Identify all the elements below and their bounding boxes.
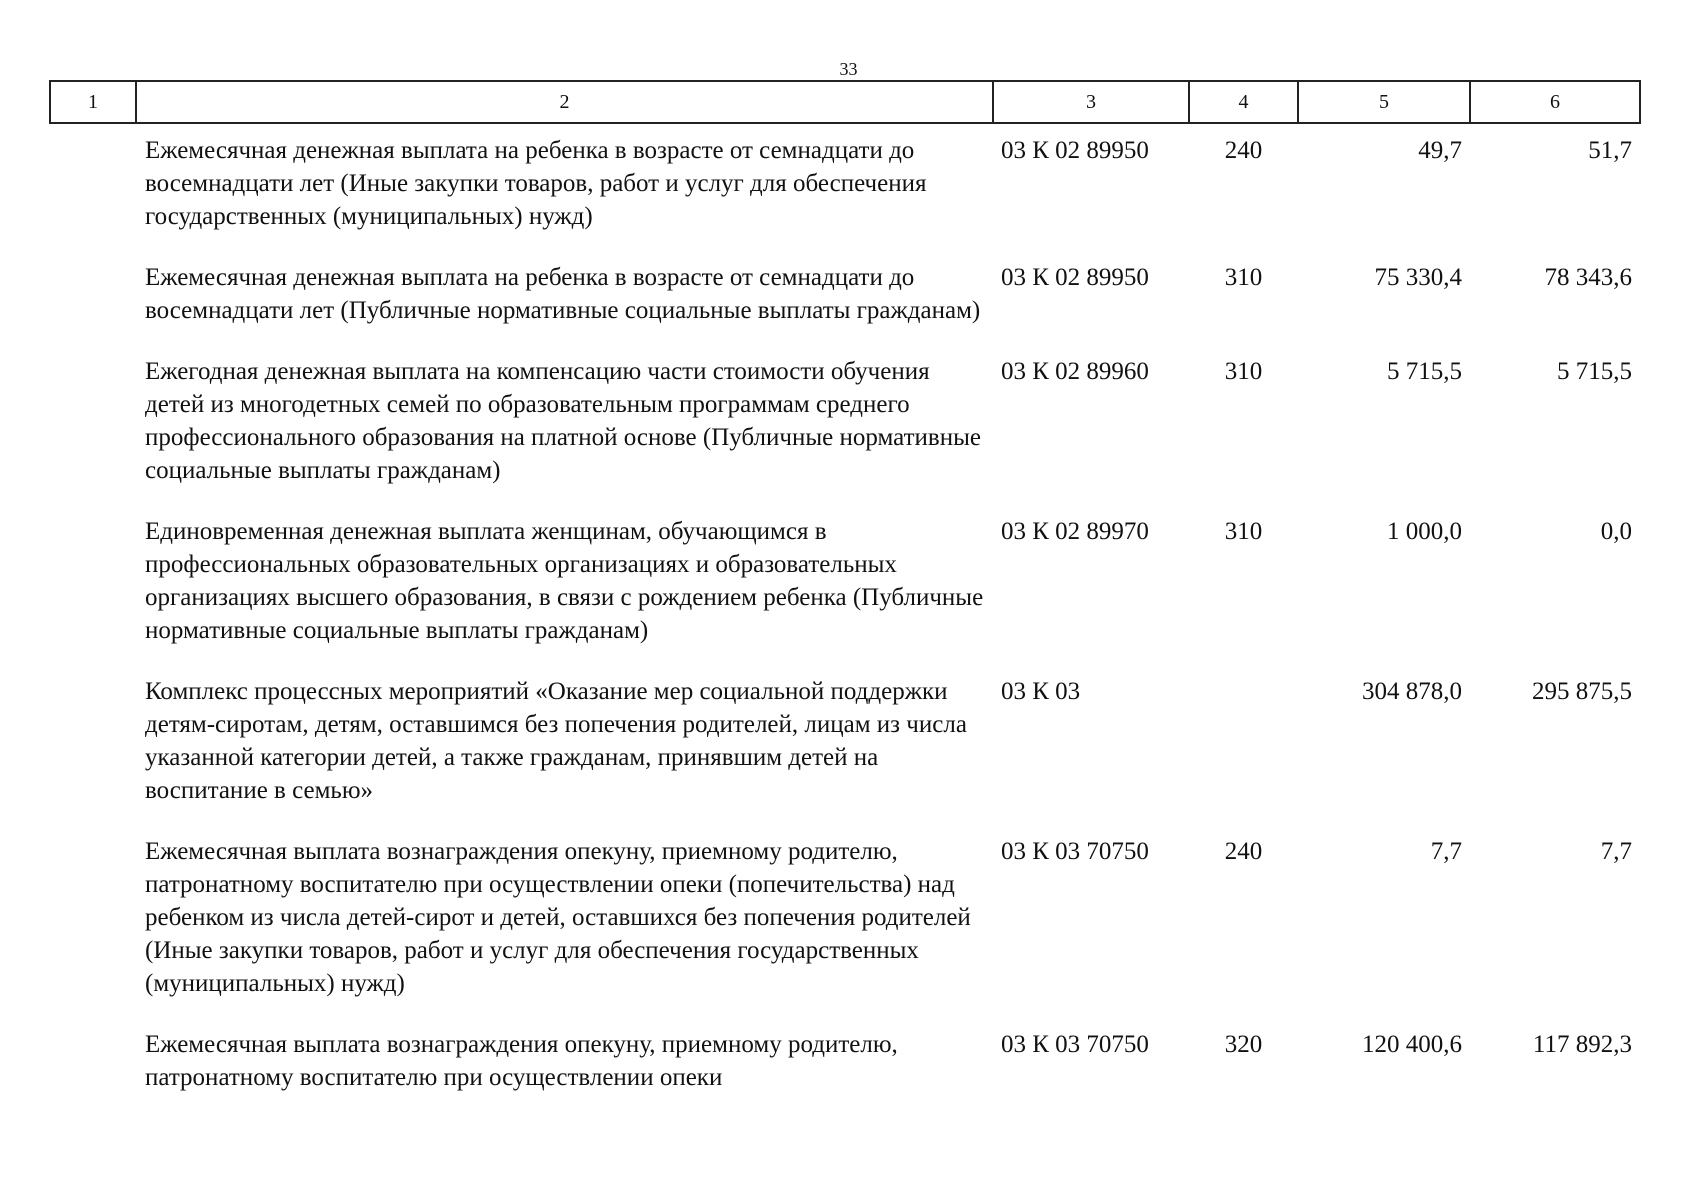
expense-name: Ежемесячная денежная выплата на ребенка в возрасте от семнадцати до восемнадцати лет (Иные закупки товаров, работ и услуг для обеспечения государственных (муниципальных) нужд) (145, 137, 927, 230)
table-row (50, 247, 1640, 341)
table-body (50, 123, 1640, 1108)
row-index-cell (50, 821, 136, 1014)
row-index-cell (50, 501, 136, 661)
target-article-code: 03 К 03 (1001, 678, 1081, 705)
expense-name: Ежемесячная денежная выплата на ребенка в возрасте от семнадцати до восемнадцати лет (Публичные нормативные социальные выплаты гражданам) (145, 264, 981, 324)
amount-column-5: 5 715,5 (1387, 358, 1462, 385)
amount-column-5: 75 330,4 (1374, 264, 1462, 291)
expense-name: Ежемесячная выплата вознаграждения опекуну, приемному родителю, патронатному воспитателю при осуществлении опеки (145, 1031, 898, 1091)
target-article-code: 03 К 02 89960 (1001, 358, 1149, 385)
target-article-code: 03 К 02 89950 (1001, 264, 1149, 291)
expense-name: Комплекс процессных мероприятий «Оказание мер социальной поддержки детям-сиротам, детям, оставшимся без попечения родителей, лицам из числа указанной категории детей, а также гражданам, принявшим детей на воспитание в семью» (145, 678, 967, 804)
column-header-5: 5 (1298, 81, 1470, 123)
amount-column-6: 0,0 (1600, 518, 1632, 545)
header-row (50, 81, 1640, 123)
table-header (50, 81, 1640, 123)
table-row (50, 123, 1640, 247)
budget-table (49, 80, 1641, 1108)
amount-column-5: 304 878,0 (1362, 678, 1462, 705)
amount-column-6: 51,7 (1588, 137, 1632, 164)
amount-column-6: 117 892,3 (1532, 1031, 1632, 1058)
amount-column-6: 295 875,5 (1532, 678, 1632, 705)
amount-column-5: 120 400,6 (1362, 1031, 1462, 1058)
table-row (50, 501, 1640, 661)
row-index-cell (50, 661, 136, 821)
column-header-2: 2 (136, 81, 993, 123)
target-article-code: 03 К 02 89970 (1001, 518, 1149, 545)
target-article-code: 03 К 03 70750 (1001, 838, 1149, 865)
amount-column-5: 49,7 (1418, 137, 1462, 164)
expense-type-code: 310 (1224, 264, 1263, 291)
expense-name: Ежегодная денежная выплата на компенсацию части стоимости обучения детей из многодетных семей по образовательным программам среднего профессионального образования на платной основе (Публичные нормативные социальные выплаты гражданам) (145, 358, 981, 484)
row-index-cell (50, 341, 136, 501)
table-row (50, 821, 1640, 1014)
column-header-4: 4 (1189, 81, 1298, 123)
expense-type-code (1189, 661, 1298, 821)
row-index-cell (50, 1014, 136, 1108)
target-article-code: 03 К 02 89950 (1001, 137, 1149, 164)
amount-column-5: 1 000,0 (1387, 518, 1462, 545)
amount-column-5: 7,7 (1430, 838, 1462, 865)
row-index-cell (50, 123, 136, 247)
column-header-6: 6 (1470, 81, 1640, 123)
page-number: 33 (839, 59, 858, 79)
expense-type-code: 310 (1224, 518, 1263, 545)
amount-column-6: 5 715,5 (1557, 358, 1632, 385)
expense-type-code: 320 (1224, 1031, 1263, 1058)
expense-name: Единовременная денежная выплата женщинам, обучающимся в профессиональных образовательных организациях и образовательных организациях высшего образования, в связи с рождением ребенка (Публичные нормативные социальные выплаты гражданам) (145, 518, 984, 644)
table-row (50, 1014, 1640, 1108)
table-row (50, 341, 1640, 501)
table-row (50, 661, 1640, 821)
amount-column-6: 78 343,6 (1544, 264, 1632, 291)
column-header-1: 1 (50, 81, 136, 123)
expense-type-code: 310 (1224, 358, 1263, 385)
column-header-3: 3 (993, 81, 1189, 123)
expense-type-code: 240 (1224, 838, 1263, 865)
row-index-cell (50, 247, 136, 341)
amount-column-6: 7,7 (1600, 838, 1632, 865)
expense-type-code: 240 (1224, 137, 1263, 164)
target-article-code: 03 К 03 70750 (1001, 1031, 1149, 1058)
expense-name: Ежемесячная выплата вознаграждения опекуну, приемному родителю, патронатному воспитателю при осуществлении опеки (попечительства) над ребенком из числа детей-сирот и детей, оставшихся без попечения родителей (Иные закупки товаров, работ и услуг для обеспечения государственных (муниципальных) нужд) (145, 838, 971, 997)
